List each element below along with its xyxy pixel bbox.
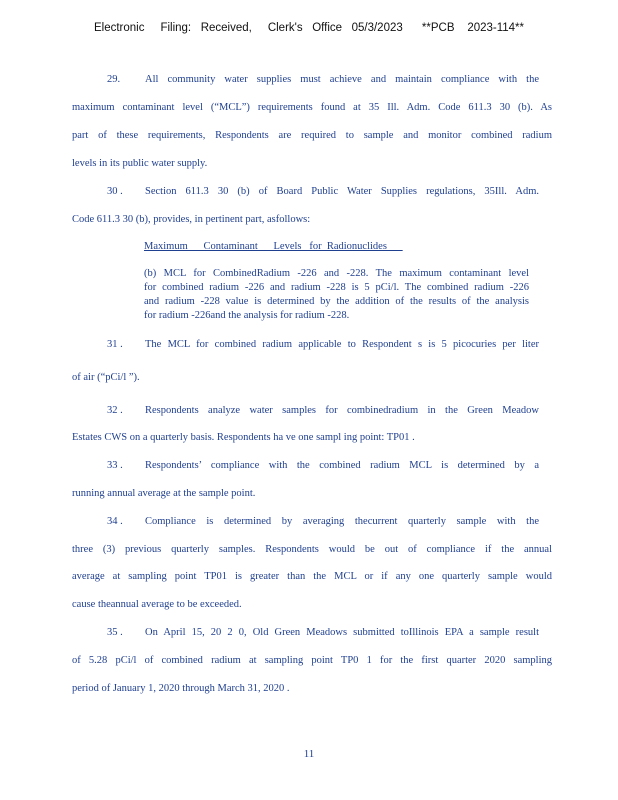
paragraph-34-text-1: Compliance is determined by averaging thecurrent quarterly sample with the	[145, 516, 539, 527]
paragraph-32-text-1: Respondents analyze water samples for combinedradium in the Green Meadow	[145, 405, 539, 416]
paragraph-29-line-4: levels in its public water supply.	[72, 158, 208, 169]
paragraph-35-number: 35 .	[107, 627, 123, 638]
page-number: 11	[303, 748, 315, 760]
paragraph-35-line-1	[107, 626, 539, 640]
paragraph-31-text-1: The MCL for combined radium applicable to Respondent s is 5 picocuries per liter	[145, 339, 539, 350]
paragraph-35-line-2: of 5.28 pCi/l of combined radium at sampling point TP0 1 for the first quarter 2020 sampling	[72, 655, 552, 666]
filing-header: Electronic Filing: Received, Clerk's Office 05/3/2023 **PCB 2023-114**	[93, 22, 525, 34]
paragraph-29-line-1	[107, 73, 539, 87]
paragraph-35-line-3: period of January 1, 2020 through March 31, 2020 .	[72, 683, 290, 694]
paragraph-32-number: 32 .	[107, 405, 123, 416]
paragraph-30-number: 30 .	[107, 186, 123, 197]
paragraph-32-line-1	[107, 404, 539, 418]
paragraph-31-number: 31 .	[107, 339, 123, 350]
paragraph-31-line-2: of air (“pCi/l ”).	[72, 372, 140, 383]
paragraph-30-text-1: Section 611.3 30 (b) of Board Public Water Supplies regulations, 35Ill. Adm.	[145, 186, 539, 197]
paragraph-29-line-2: maximum contaminant level (“MCL”) requirements found at 35 Ill. Adm. Code 611.3 30 (b). As	[72, 102, 552, 113]
paragraph-34-line-4: cause theannual average to be exceeded.	[72, 599, 242, 610]
quote-line-3: and radium -228 value is determined by the addition of the results of the analysis	[144, 296, 529, 307]
quote-line-4: for radium -226and the analysis for radium -228.	[144, 310, 350, 321]
paragraph-34-number: 34 .	[107, 516, 123, 527]
paragraph-30-line-1	[107, 185, 539, 199]
paragraph-34-line-1	[107, 515, 539, 529]
paragraph-35-text-1: On April 15, 20 2 0, Old Green Meadows submitted toIllinois EPA a sample result	[145, 627, 539, 638]
paragraph-31-line-1	[107, 338, 539, 352]
paragraph-30-line-2: Code 611.3 30 (b), provides, in pertinent part, asfollows:	[72, 214, 311, 225]
quote-line-2: for combined radium -226 and radium -228 is 5 pCi/l. The combined radium -226	[144, 282, 529, 293]
paragraph-34-line-3: average at sampling point TP01 is greater than the MCL or if any one quarterly sample would	[72, 571, 552, 582]
quote-heading: Maximum Contaminant Levels for Radionuclides	[144, 241, 403, 252]
paragraph-33-line-2: running annual average at the sample point.	[72, 488, 256, 499]
paragraph-33-number: 33 .	[107, 460, 123, 471]
paragraph-29-line-3: part of these requirements, Respondents are required to sample and monitor combined radium	[72, 130, 552, 141]
paragraph-32-line-2: Estates CWS on a quarterly basis. Respondents ha ve one sampl ing point: TP01 .	[72, 432, 415, 443]
paragraph-33-text-1: Respondents’ compliance with the combined radium MCL is determined by a	[145, 460, 539, 471]
paragraph-29-text-1: All community water supplies must achieve and maintain compliance with the	[145, 74, 539, 85]
paragraph-33-line-1	[107, 459, 539, 473]
quote-line-1: (b) MCL for CombinedRadium -226 and -228. The maximum contaminant level	[144, 268, 529, 279]
paragraph-29-number: 29.	[107, 74, 121, 85]
paragraph-34-line-2: three (3) previous quarterly samples. Respondents would be out of compliance if the annual	[72, 544, 552, 555]
